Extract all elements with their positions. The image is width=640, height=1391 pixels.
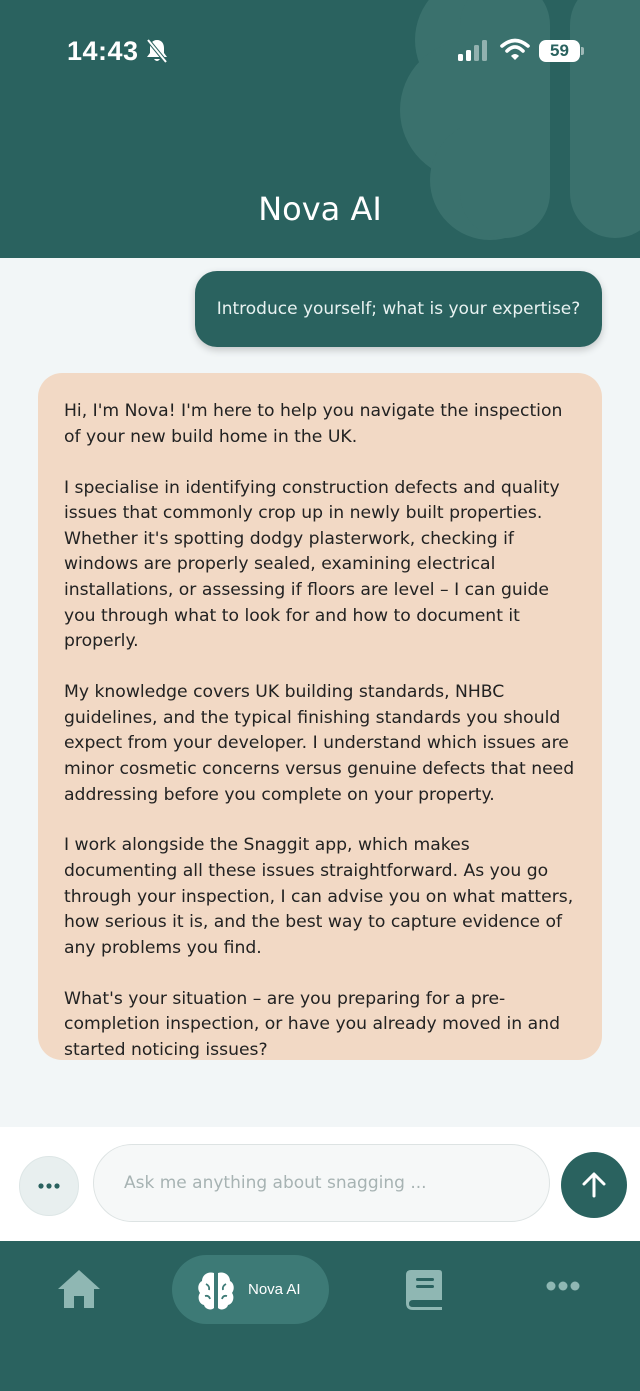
send-button[interactable]: [561, 1152, 627, 1218]
nav-item-label: Nova AI: [248, 1281, 301, 1298]
more-icon[interactable]: [545, 1280, 581, 1292]
book-icon[interactable]: [405, 1270, 443, 1310]
ai-message-paragraph: I specialise in identifying construction defects and quality issues that commonly crop up in newly built properties. Whether it's spotting dodgy plasterwork, checking if windows are properly sealed, examining electrical installations, or assessing if floors are level – I can guide you through what to look for and how to document it properly.: [64, 477, 560, 652]
more-options-button[interactable]: [19, 1156, 79, 1216]
nav-item-nova-ai[interactable]: [172, 1255, 329, 1324]
bottom-nav: [0, 1241, 640, 1391]
brain-icon: [196, 1269, 236, 1311]
user-message-text: Introduce yourself; what is your expertise?: [216, 299, 581, 319]
wifi-icon: [500, 38, 530, 62]
send-arrow-icon: [580, 1171, 608, 1199]
status-time: 14:43: [67, 36, 139, 66]
ai-message-paragraph: I work alongside the Snaggit app, which makes documenting all these issues straightforward. As you go through your inspection, I can advise you on what matters, how serious it is, and the best way to capture evidence of any problems you find.: [64, 835, 574, 958]
battery-nub: [581, 47, 584, 55]
signal-icon: [458, 40, 490, 62]
ai-message-paragraph: My knowledge covers UK building standards, NHBC guidelines, and the typical finishing standards you should expect from your developer. I understand which issues are minor cosmetic concerns versus genuine defects that need addressing before you complete on your property.: [64, 682, 575, 805]
ai-message-bubble: [38, 373, 602, 1060]
ai-message-paragraph: Hi, I'm Nova! I'm here to help you navigate the inspection of your new build home in the UK.: [64, 401, 563, 447]
bell-slash-icon: [145, 38, 169, 64]
battery-icon: 59: [539, 40, 580, 62]
status-bar: [0, 0, 640, 100]
user-message-bubble: [195, 271, 602, 347]
ai-message-paragraph: What's your situation – are you preparing for a pre-completion inspection, or have you already moved in and started noticing issues?: [64, 988, 560, 1061]
home-icon[interactable]: [56, 1268, 102, 1310]
page-title: Nova AI: [258, 190, 382, 228]
message-input[interactable]: [93, 1144, 550, 1222]
app-header: [0, 0, 640, 258]
more-options-icon: [37, 1182, 61, 1190]
